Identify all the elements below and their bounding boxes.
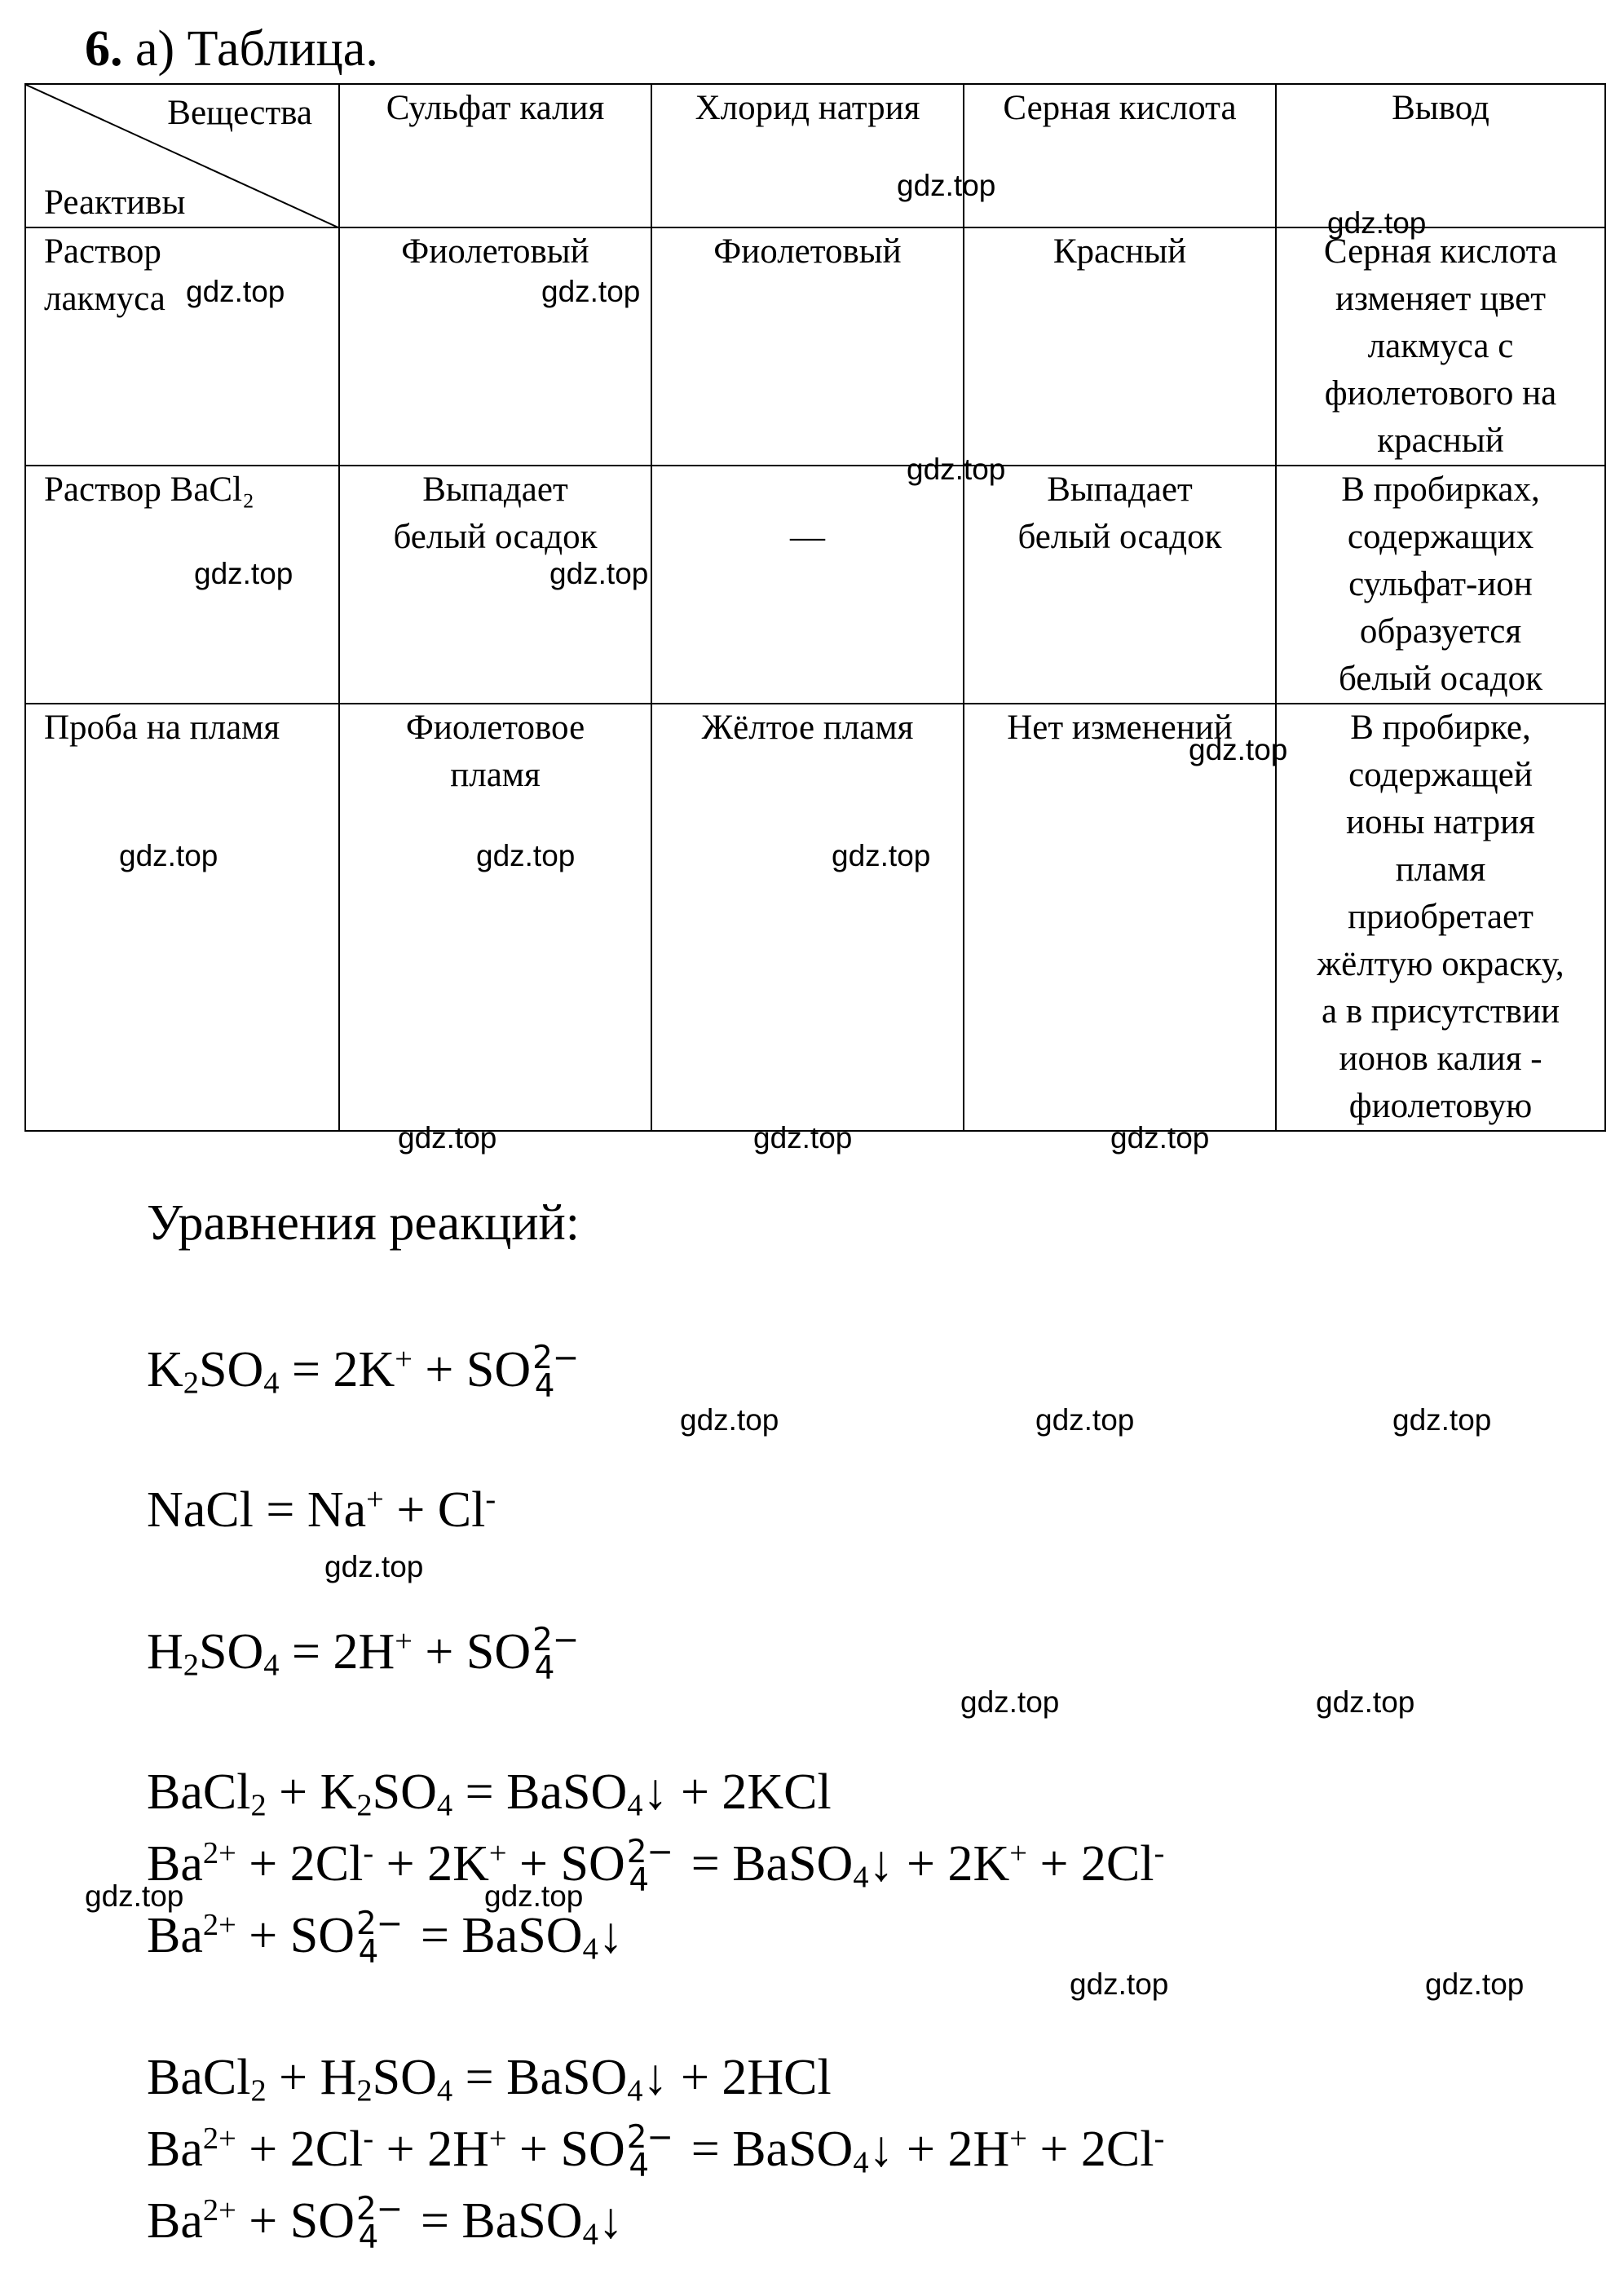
- cell-line: фиолетовую: [1348, 1087, 1533, 1125]
- watermark: gdz.top: [186, 275, 285, 308]
- watermark: gdz.top: [832, 839, 931, 872]
- watermark: gdz.top: [541, 275, 641, 308]
- watermark: gdz.top: [1327, 206, 1427, 240]
- cell-line: изменяет цвет: [1335, 280, 1547, 318]
- column-header: Сульфат калия: [339, 84, 651, 227]
- cell-line: Жёлтое пламя: [701, 709, 914, 747]
- equation-line: $K_2SO_4 = 2K^+$ + SO 2− 4: [147, 1340, 580, 1406]
- cell-line: жёлтую окраску,: [1317, 945, 1564, 983]
- cell-line: В пробирке,: [1350, 709, 1531, 747]
- watermark: gdz.top: [907, 453, 1006, 486]
- cell-line: белый осадок: [1017, 518, 1222, 556]
- cell-line: Раствор: [44, 232, 161, 271]
- watermark: gdz.top: [484, 1879, 584, 1913]
- cell-line: белый осадок: [393, 518, 598, 556]
- conclusion-cell: [1276, 466, 1605, 704]
- watermark: gdz.top: [85, 1879, 184, 1913]
- result-cell: [339, 227, 651, 466]
- watermark: gdz.top: [1189, 733, 1288, 766]
- cell-line: ионов калия -: [1339, 1040, 1542, 1078]
- dash-mark: —: [790, 518, 825, 556]
- cell-line: содержащей: [1348, 756, 1533, 794]
- corner-cell: [25, 84, 339, 227]
- result-cell: [964, 227, 1276, 466]
- cell-line: фиолетового на: [1324, 374, 1557, 413]
- reagent-cell: [25, 704, 339, 1131]
- cell-line: содержащих: [1347, 518, 1534, 556]
- watermark: gdz.top: [476, 839, 576, 872]
- exercise-heading: [85, 16, 378, 82]
- exercise-number: 6.: [85, 21, 123, 77]
- cell-line: Нет изменений: [1007, 709, 1233, 747]
- corner-substances-label: Вещества: [167, 94, 312, 132]
- equation-line: BaCl$_2$ + $K_2SO_4$ = BaSO$_4$↓ + 2KCl: [147, 1764, 832, 1823]
- result-cell: [339, 704, 651, 1131]
- watermark: gdz.top: [398, 1121, 497, 1155]
- cell-line: лакмуса: [44, 280, 165, 318]
- equation-line: BaCl$_2$ + $H_2SO_4$ = BaSO$_4$↓ + 2HCl: [147, 2050, 832, 2108]
- cell-line: приобретает: [1348, 898, 1534, 936]
- equation-line: $Ba^{2+} + 2Cl^- + 2K^+$ + SO 2− 4 = BaSO$_4$↓ + 2K+ + 2Cl-: [147, 1834, 1165, 1900]
- watermark: gdz.top: [119, 839, 218, 872]
- cell-line: Выпадает: [422, 470, 568, 509]
- watermark: gdz.top: [1392, 1403, 1492, 1437]
- result-cell: [651, 227, 964, 466]
- watermark: gdz.top: [680, 1403, 779, 1437]
- cell-line: Фиолетовое: [405, 709, 585, 747]
- watermark: gdz.top: [1425, 1967, 1525, 2001]
- cell-line: пламя: [1395, 850, 1486, 889]
- cell-line: сульфат-ион: [1348, 565, 1533, 603]
- result-cell: [651, 466, 964, 704]
- cell-line: Раствор BaCl₂: [44, 470, 255, 509]
- cell-line: Фиолетовый: [401, 232, 589, 271]
- result-cell: [651, 704, 964, 1131]
- corner-reagents-label: Реактивы: [44, 183, 186, 222]
- equation-line: $H_2SO_4 = 2H^+$ + SO 2− 4: [147, 1622, 580, 1688]
- watermark: gdz.top: [324, 1550, 424, 1583]
- column-header: Серная кислота: [964, 84, 1276, 227]
- conclusion-cell: [1276, 227, 1605, 466]
- cell-line: Красный: [1053, 232, 1187, 271]
- cell-line: Выпадает: [1047, 470, 1193, 509]
- cell-line: ионы натрия: [1346, 803, 1535, 841]
- equation-line: $Ba^{2+}$ + SO 2− 4 = BaSO$_4$↓: [147, 2191, 624, 2257]
- cell-line: пламя: [450, 756, 541, 794]
- equation-line: $Ba^{2+}$ + SO 2− 4 = BaSO$_4$↓: [147, 1905, 624, 1971]
- cell-line: Фиолетовый: [713, 232, 902, 271]
- watermark: gdz.top: [549, 557, 649, 590]
- table-row: [25, 704, 1605, 1131]
- watermark: gdz.top: [1070, 1967, 1169, 2001]
- cell-line: Серная кислота: [1323, 232, 1558, 271]
- watermark: gdz.top: [960, 1685, 1060, 1719]
- reagent-cell: [25, 227, 339, 466]
- watermark: gdz.top: [1316, 1685, 1415, 1719]
- cell-line: образуется: [1359, 612, 1522, 651]
- column-header: Вывод: [1276, 84, 1605, 227]
- exercise-title: а) Таблица.: [135, 21, 378, 77]
- result-cell: [964, 466, 1276, 704]
- cell-line: а в присутствии: [1322, 992, 1560, 1031]
- cell-line: Проба на пламя: [44, 709, 280, 747]
- watermark: gdz.top: [194, 557, 293, 590]
- equation-line: $Ba^{2+} + 2Cl^- + 2H^+$ + SO 2− 4 = BaSO$_4$↓ + 2H+ + 2Cl-: [147, 2119, 1165, 2185]
- equation-line: NaCl = Na+ + Cl-: [147, 1481, 496, 1538]
- cell-line: В пробирках,: [1341, 470, 1540, 509]
- table-row: [25, 227, 1605, 466]
- cell-line: белый осадок: [1338, 660, 1543, 698]
- equations-title: Уравнения реакций:: [147, 1195, 580, 1251]
- watermark: gdz.top: [897, 169, 996, 202]
- conclusion-cell: [1276, 704, 1605, 1131]
- column-header: Хлорид натрия: [651, 84, 964, 227]
- watermark: gdz.top: [753, 1121, 853, 1155]
- cell-line: лакмуса с: [1367, 327, 1514, 365]
- watermark: gdz.top: [1110, 1121, 1210, 1155]
- watermark: gdz.top: [1035, 1403, 1135, 1437]
- cell-line: красный: [1377, 422, 1504, 460]
